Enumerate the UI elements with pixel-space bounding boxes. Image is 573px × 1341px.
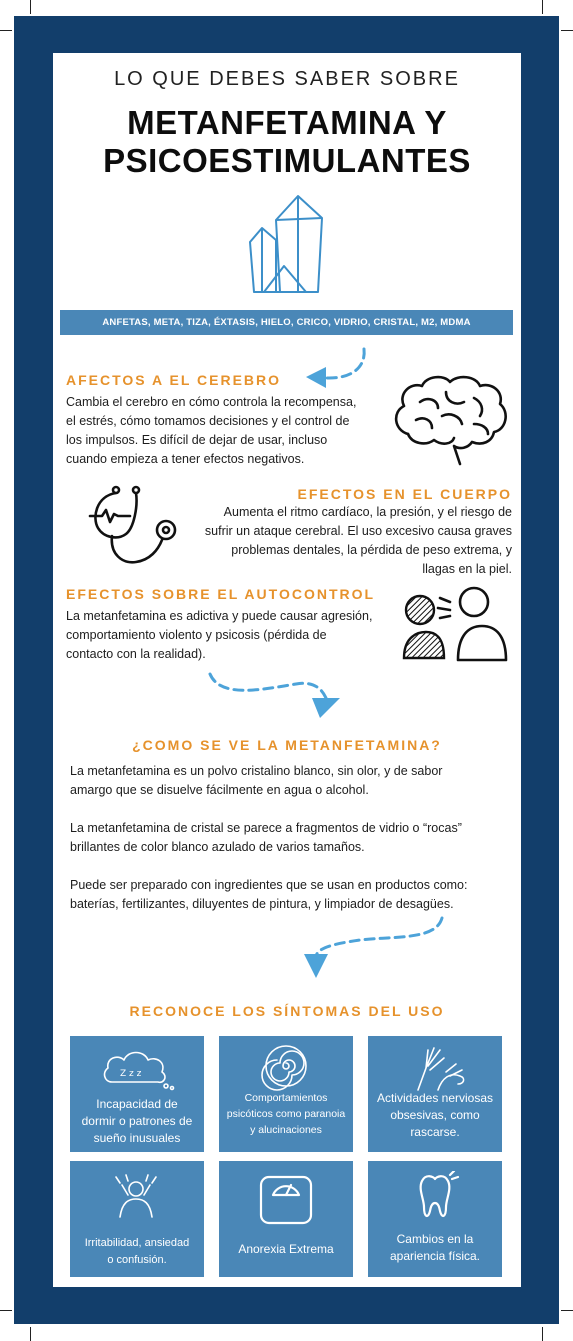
spiral-icon bbox=[219, 1042, 353, 1092]
text-line: sufrir un ataque cerebral. El uso excesivo causa graves bbox=[204, 524, 512, 538]
crop-mark bbox=[30, 0, 31, 14]
looks-text bbox=[70, 762, 510, 914]
svg-text:Z z z: Z z z bbox=[120, 1069, 142, 1079]
tile-line: dormir o patrones de bbox=[81, 1114, 193, 1128]
text-line: cuando empieza a tener efectos negativos. bbox=[66, 452, 305, 466]
text-line: problemas dentales, la pérdida de peso extrema, y bbox=[231, 543, 512, 557]
text-line: Puede ser preparado con ingredientes que se usan en productos como: bbox=[70, 878, 468, 892]
text-line: Aumenta el ritmo cardíaco, la presión, y el riesgo de bbox=[223, 505, 512, 519]
text-line: Cambia el cerebro en cómo controla la recompensa, bbox=[66, 395, 357, 409]
selfcontrol-effects-text bbox=[66, 607, 396, 664]
text-line: La metanfetamina de cristal se parece a fragmentos de vidrio o “rocas” bbox=[70, 821, 462, 835]
text-line: brillantes de color blanco azulado de varios tamaños. bbox=[70, 840, 365, 854]
tile-line: Comportamientos bbox=[244, 1092, 328, 1104]
text-line: comportamiento violento y psicosis (pérdida de bbox=[66, 628, 327, 642]
crop-mark bbox=[561, 30, 573, 31]
text-line: contacto con la realidad). bbox=[66, 647, 206, 661]
header-title-line2: PSICOESTIMULANTES bbox=[103, 142, 471, 179]
text-line: amargo que se disuelve fácilmente en agua o alcohol. bbox=[70, 783, 369, 797]
stressed-person-icon bbox=[70, 1171, 204, 1221]
body-effects-text bbox=[180, 503, 512, 579]
header-subtitle: LO QUE DEBES SABER SOBRE bbox=[114, 68, 460, 90]
scale-icon bbox=[219, 1175, 353, 1225]
dashed-arrow bbox=[296, 912, 456, 984]
symptom-tile-nervous bbox=[368, 1036, 502, 1152]
symptom-tile-psychosis bbox=[219, 1036, 353, 1152]
street-names-banner bbox=[60, 310, 513, 335]
body-effects-heading: EFECTOS EN EL CUERPO bbox=[297, 486, 512, 502]
symptom-tile-irritability bbox=[70, 1161, 204, 1277]
symptom-tile-anorexia bbox=[219, 1161, 353, 1277]
header-title-line1: METANFETAMINA Y bbox=[127, 104, 447, 141]
tile-line: Actividades nerviosas bbox=[376, 1091, 494, 1105]
tile-line: Irritabilidad, ansiedad bbox=[84, 1237, 190, 1249]
brain-effects-heading: AFECTOS A EL CEREBRO bbox=[66, 372, 282, 388]
symptom-tile-appearance bbox=[368, 1161, 502, 1277]
crop-mark bbox=[561, 1310, 573, 1311]
selfcontrol-effects-heading: EFECTOS SOBRE EL AUTOCONTROL bbox=[66, 586, 376, 602]
tile-line: Incapacidad de bbox=[96, 1097, 178, 1111]
brain-effects-text bbox=[66, 393, 386, 469]
looks-heading: ¿COMO SE VE LA METANFETAMINA? bbox=[132, 737, 442, 753]
tile-line: rascarse. bbox=[410, 1125, 460, 1139]
crop-mark bbox=[30, 1327, 31, 1341]
text-line: el estrés, cómo tomamos decisiones y el control de bbox=[66, 414, 350, 428]
scratching-hands-icon bbox=[368, 1042, 502, 1092]
text-line: baterías, fertilizantes, diluyentes de pintura, y limpiador de desagües. bbox=[70, 897, 454, 911]
brain-icon bbox=[390, 372, 512, 466]
tile-line: Anorexia Extrema bbox=[238, 1242, 334, 1256]
dashed-arrow bbox=[300, 345, 380, 395]
street-names-text: ANFETAS, META, TIZA, ÉXTASIS, HIELO, CRICO, VIDRIO, CRISTAL, M2, MDMA bbox=[102, 317, 471, 328]
tile-line: psicóticos como paranoia bbox=[226, 1108, 346, 1120]
tile-line: o confusión. bbox=[107, 1254, 167, 1266]
sleep-cloud-icon bbox=[70, 1042, 204, 1092]
text-line: La metanfetamina es adictiva y puede causar agresión, bbox=[66, 609, 373, 623]
tile-line: y alucinaciones bbox=[250, 1124, 322, 1136]
tile-line: apariencia física. bbox=[389, 1249, 481, 1263]
stethoscope-icon bbox=[88, 484, 188, 570]
tile-line: sueño inusuales bbox=[93, 1131, 181, 1145]
text-line: La metanfetamina es un polvo cristalino blanco, sin olor, y de sabor bbox=[70, 764, 443, 778]
symptoms-heading: RECONOCE LOS SÍNTOMAS DEL USO bbox=[129, 1003, 445, 1019]
crop-mark bbox=[0, 1310, 12, 1311]
tile-line: Cambios en la bbox=[396, 1232, 474, 1246]
dashed-arrow bbox=[200, 668, 350, 720]
crop-mark bbox=[0, 30, 12, 31]
tile-line: obsesivas, como bbox=[390, 1108, 480, 1122]
text-line: llagas en la piel. bbox=[422, 562, 512, 576]
tooth-icon bbox=[368, 1171, 502, 1221]
crop-mark bbox=[542, 1327, 543, 1341]
text-line: los impulsos. Es difícil de dejar de usar, incluso bbox=[66, 433, 328, 447]
symptom-tile-sleep bbox=[70, 1036, 204, 1152]
aggression-people-icon bbox=[400, 584, 512, 664]
crop-mark bbox=[542, 0, 543, 14]
crystal-icon bbox=[236, 192, 336, 296]
